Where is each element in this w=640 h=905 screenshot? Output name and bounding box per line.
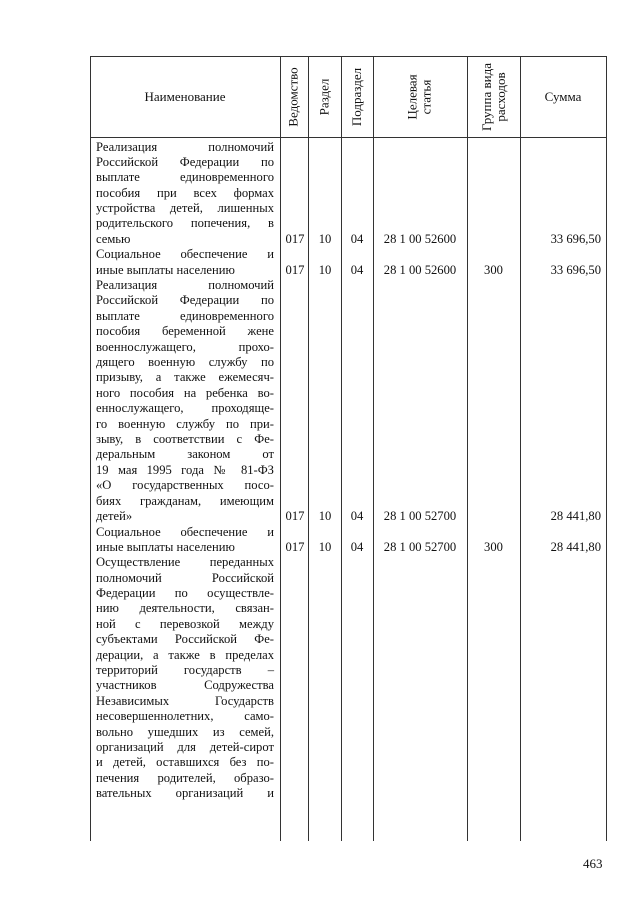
col-border <box>341 56 342 841</box>
cell-razdel: 10 <box>318 231 332 246</box>
row-name-line: Российской Федерации по <box>96 293 274 308</box>
cell-celevaya: 28 1 00 52700 <box>383 539 457 554</box>
row-name-line: деральным законом от <box>96 447 274 462</box>
cell-gruppa: 300 <box>484 539 503 554</box>
cell-podrazdel: 04 <box>350 509 364 524</box>
header-name <box>90 57 280 137</box>
header-celevaya-text <box>406 74 434 119</box>
cell-razdel: 10 <box>318 262 332 277</box>
col-border <box>520 56 521 841</box>
cell-vedomstvo: 017 <box>285 262 305 277</box>
row-name-line: военнослужащего, прохо- <box>96 339 274 354</box>
row-name <box>96 140 274 248</box>
row-name <box>96 555 274 801</box>
row-name-line: ного пособия на ребенка во- <box>96 385 274 400</box>
row-name-line: еннослужащего, проходяще- <box>96 401 274 416</box>
header-summa-text: Сумма <box>544 89 582 104</box>
header-razdel-text: Раздел <box>316 78 332 116</box>
row-name-line: субъектами Российской Фе- <box>96 632 274 647</box>
row-name-line: дящего военную службу по <box>96 355 274 370</box>
row-name-line: Реализация полномочий <box>96 278 274 293</box>
cell-celevaya: 28 1 00 52600 <box>383 231 457 246</box>
col-border <box>373 56 374 841</box>
row-name-line: ной с перевозкой между <box>96 616 274 631</box>
header-vedomstvo-text: Ведомство <box>286 67 301 127</box>
header-razdel <box>308 57 341 137</box>
cell-razdel: 10 <box>318 509 332 524</box>
header-gruppa <box>467 57 520 137</box>
row-name-line: выплате единовременного <box>96 308 274 323</box>
row-name-line: 19 мая 1995 года № 81-ФЗ <box>96 462 274 477</box>
row-name-line: родительского попечения, в <box>96 216 274 231</box>
row-name-line: дерации, а также в пределах <box>96 647 274 662</box>
header-gruppa-line: Группа вида <box>478 63 494 131</box>
cell-podrazdel: 04 <box>350 539 364 554</box>
row-name-line: «О государственных посо- <box>96 478 274 493</box>
row-name-line: Социальное обеспечение и <box>96 247 274 262</box>
col-border <box>467 56 468 841</box>
row-name-line: территорий государств – <box>96 663 274 678</box>
row-name-line: и детей, оставшихся без по- <box>96 755 274 770</box>
cell-gruppa: 300 <box>484 262 503 277</box>
row-name-line: пособия при всех формах <box>96 185 274 200</box>
row-name-line: биях гражданам, имеющим <box>96 493 274 508</box>
header-summa <box>520 57 606 137</box>
cell-podrazdel: 04 <box>350 231 364 246</box>
header-podrazdel <box>341 57 373 137</box>
row-name-line: пособия беременной жене <box>96 324 274 339</box>
cell-celevaya: 28 1 00 52600 <box>383 262 457 277</box>
row-name-line: Федерации по осуществле- <box>96 586 274 601</box>
header-celevaya-line: Целевая <box>404 74 420 120</box>
row-name-line: детей» <box>96 508 133 523</box>
row-name-line: полномочий Российской <box>96 570 274 585</box>
cell-vedomstvo: 017 <box>285 231 305 246</box>
row-name-line: Социальное обеспечение и <box>96 524 274 539</box>
cell-podrazdel: 04 <box>350 262 364 277</box>
row-name-line: вательных организаций и <box>96 786 274 801</box>
cell-summa: 33 696,50 <box>550 262 601 277</box>
cell-razdel: 10 <box>318 539 332 554</box>
row-name-line: выплате единовременного <box>96 170 274 185</box>
cell-summa: 28 441,80 <box>550 539 601 554</box>
header-gruppa-text <box>480 63 508 131</box>
header-name-text: Наименование <box>144 89 226 104</box>
row-name <box>96 247 274 278</box>
row-name-line: семью <box>96 231 131 246</box>
header-bottom-border <box>90 137 607 138</box>
col-border <box>280 56 281 841</box>
cell-celevaya: 28 1 00 52700 <box>383 509 457 524</box>
row-name-line: организаций для детей-сирот <box>96 739 274 754</box>
header-podrazdel-text: Подраздел <box>349 67 365 127</box>
row-name-line: участников Содружества <box>96 678 274 693</box>
cell-vedomstvo: 017 <box>285 539 305 554</box>
row-name-line: нию деятельности, связан- <box>96 601 274 616</box>
row-name-line: печения родителей, образо- <box>96 770 274 785</box>
row-name <box>96 525 274 556</box>
header-celevaya <box>373 57 467 137</box>
header-celevaya-line: статья <box>418 79 434 115</box>
row-name-line: зыву, в соответствии с Фе- <box>96 432 274 446</box>
header-vedomstvo <box>280 57 308 137</box>
row-name-line: Российской Федерации по <box>96 154 274 169</box>
cell-vedomstvo: 017 <box>285 509 305 524</box>
row-name-line: иные выплаты населению <box>96 539 235 554</box>
col-border <box>90 56 91 841</box>
row-name-line: иные выплаты населению <box>96 262 235 277</box>
row-name-line: вольно ушедших из семей, <box>96 724 274 739</box>
row-name-line: призыву, а также ежемесяч- <box>96 370 274 385</box>
row-name-line: Осуществление переданных <box>96 555 274 570</box>
row-name <box>96 278 274 524</box>
row-name-line: Независимых Государств <box>96 693 274 708</box>
page-number: 463 <box>583 856 603 871</box>
row-name-line: го военную службу по при- <box>96 416 274 431</box>
col-border <box>308 56 309 841</box>
cell-summa: 28 441,80 <box>550 509 601 524</box>
cell-summa: 33 696,50 <box>550 231 601 246</box>
col-border <box>606 56 607 841</box>
header-gruppa-line: расходов <box>492 72 508 122</box>
row-name-line: устройства детей, лишенных <box>96 201 274 216</box>
row-name-line: несовершеннолетних, само- <box>96 709 274 724</box>
row-name-line: Реализация полномочий <box>96 139 274 154</box>
